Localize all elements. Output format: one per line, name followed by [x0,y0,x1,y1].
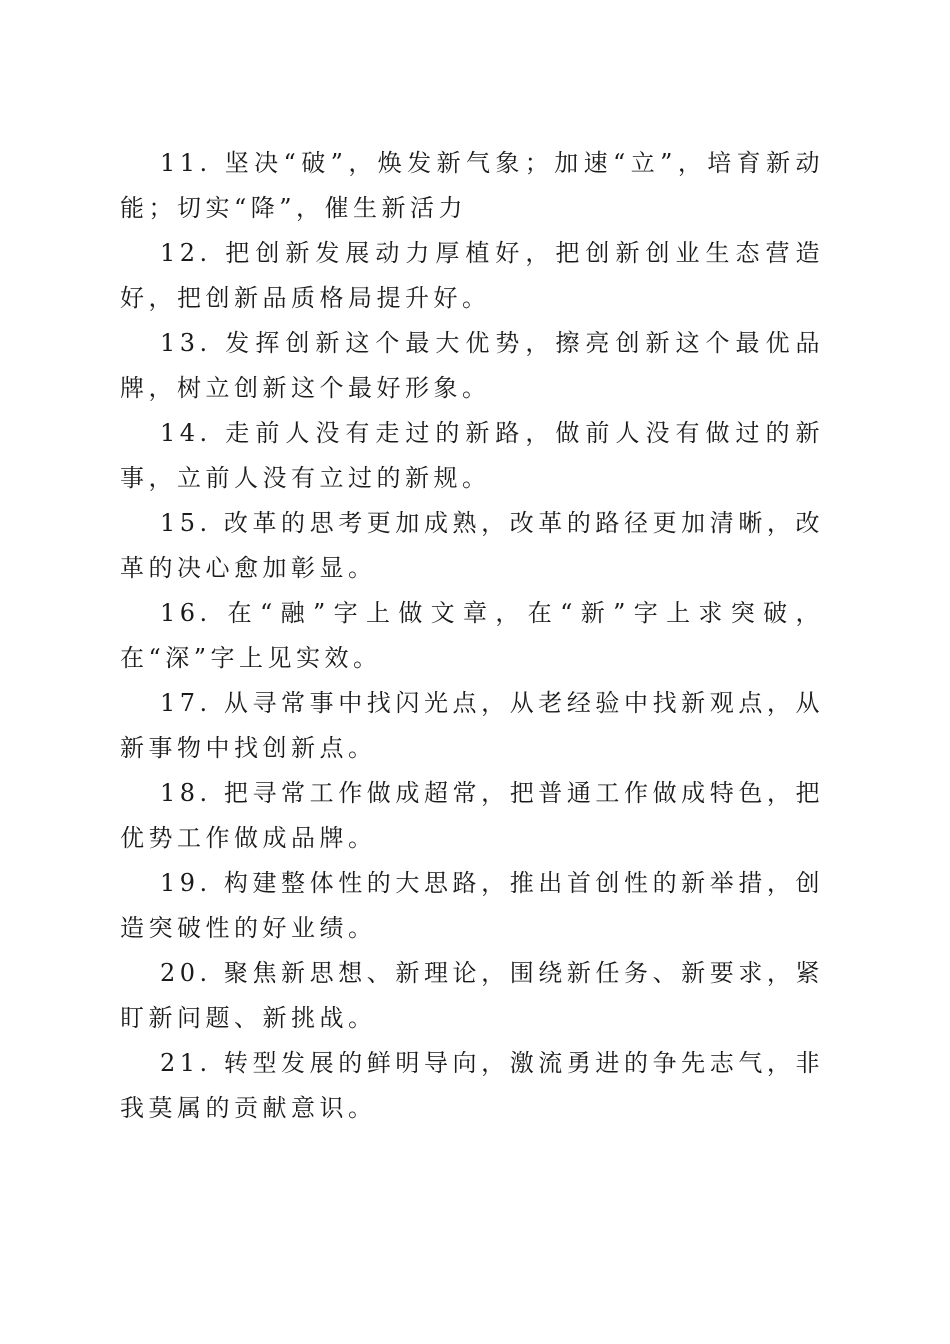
list-item: 13. 发挥创新这个最大优势，擦亮创新这个最优品牌，树立创新这个最好形象。 [120,329,824,402]
list-item: 11. 坚决“破”，焕发新气象；加速“立”，培育新动能；切实“降”，催生新活力 [120,149,824,222]
list-item: 12. 把创新发展动力厚植好，把创新创业生态营造好，把创新品质格局提升好。 [120,239,824,312]
list-item: 15. 改革的思考更加成熟，改革的路径更加清晰，改革的决心愈加彰显。 [120,509,824,582]
list-item: 18. 把寻常工作做成超常，把普通工作做成特色，把优势工作做成品牌。 [120,779,824,852]
list-item: 17. 从寻常事中找闪光点，从老经验中找新观点，从新事物中找创新点。 [120,689,824,762]
list-item: 20. 聚焦新思想、新理论，围绕新任务、新要求，紧盯新问题、新挑战。 [120,959,824,1032]
list-item: 16. 在“融”字上做文章，在“新”字上求突破，在“深”字上见实效。 [120,599,824,672]
document-body [120,141,824,1131]
list-item: 19. 构建整体性的大思路，推出首创性的新举措，创造突破性的好业绩。 [120,869,824,942]
list-item: 14. 走前人没有走过的新路，做前人没有做过的新事，立前人没有立过的新规。 [120,419,824,492]
list-item: 21. 转型发展的鲜明导向，激流勇进的争先志气，非我莫属的贡献意识。 [120,1049,824,1122]
